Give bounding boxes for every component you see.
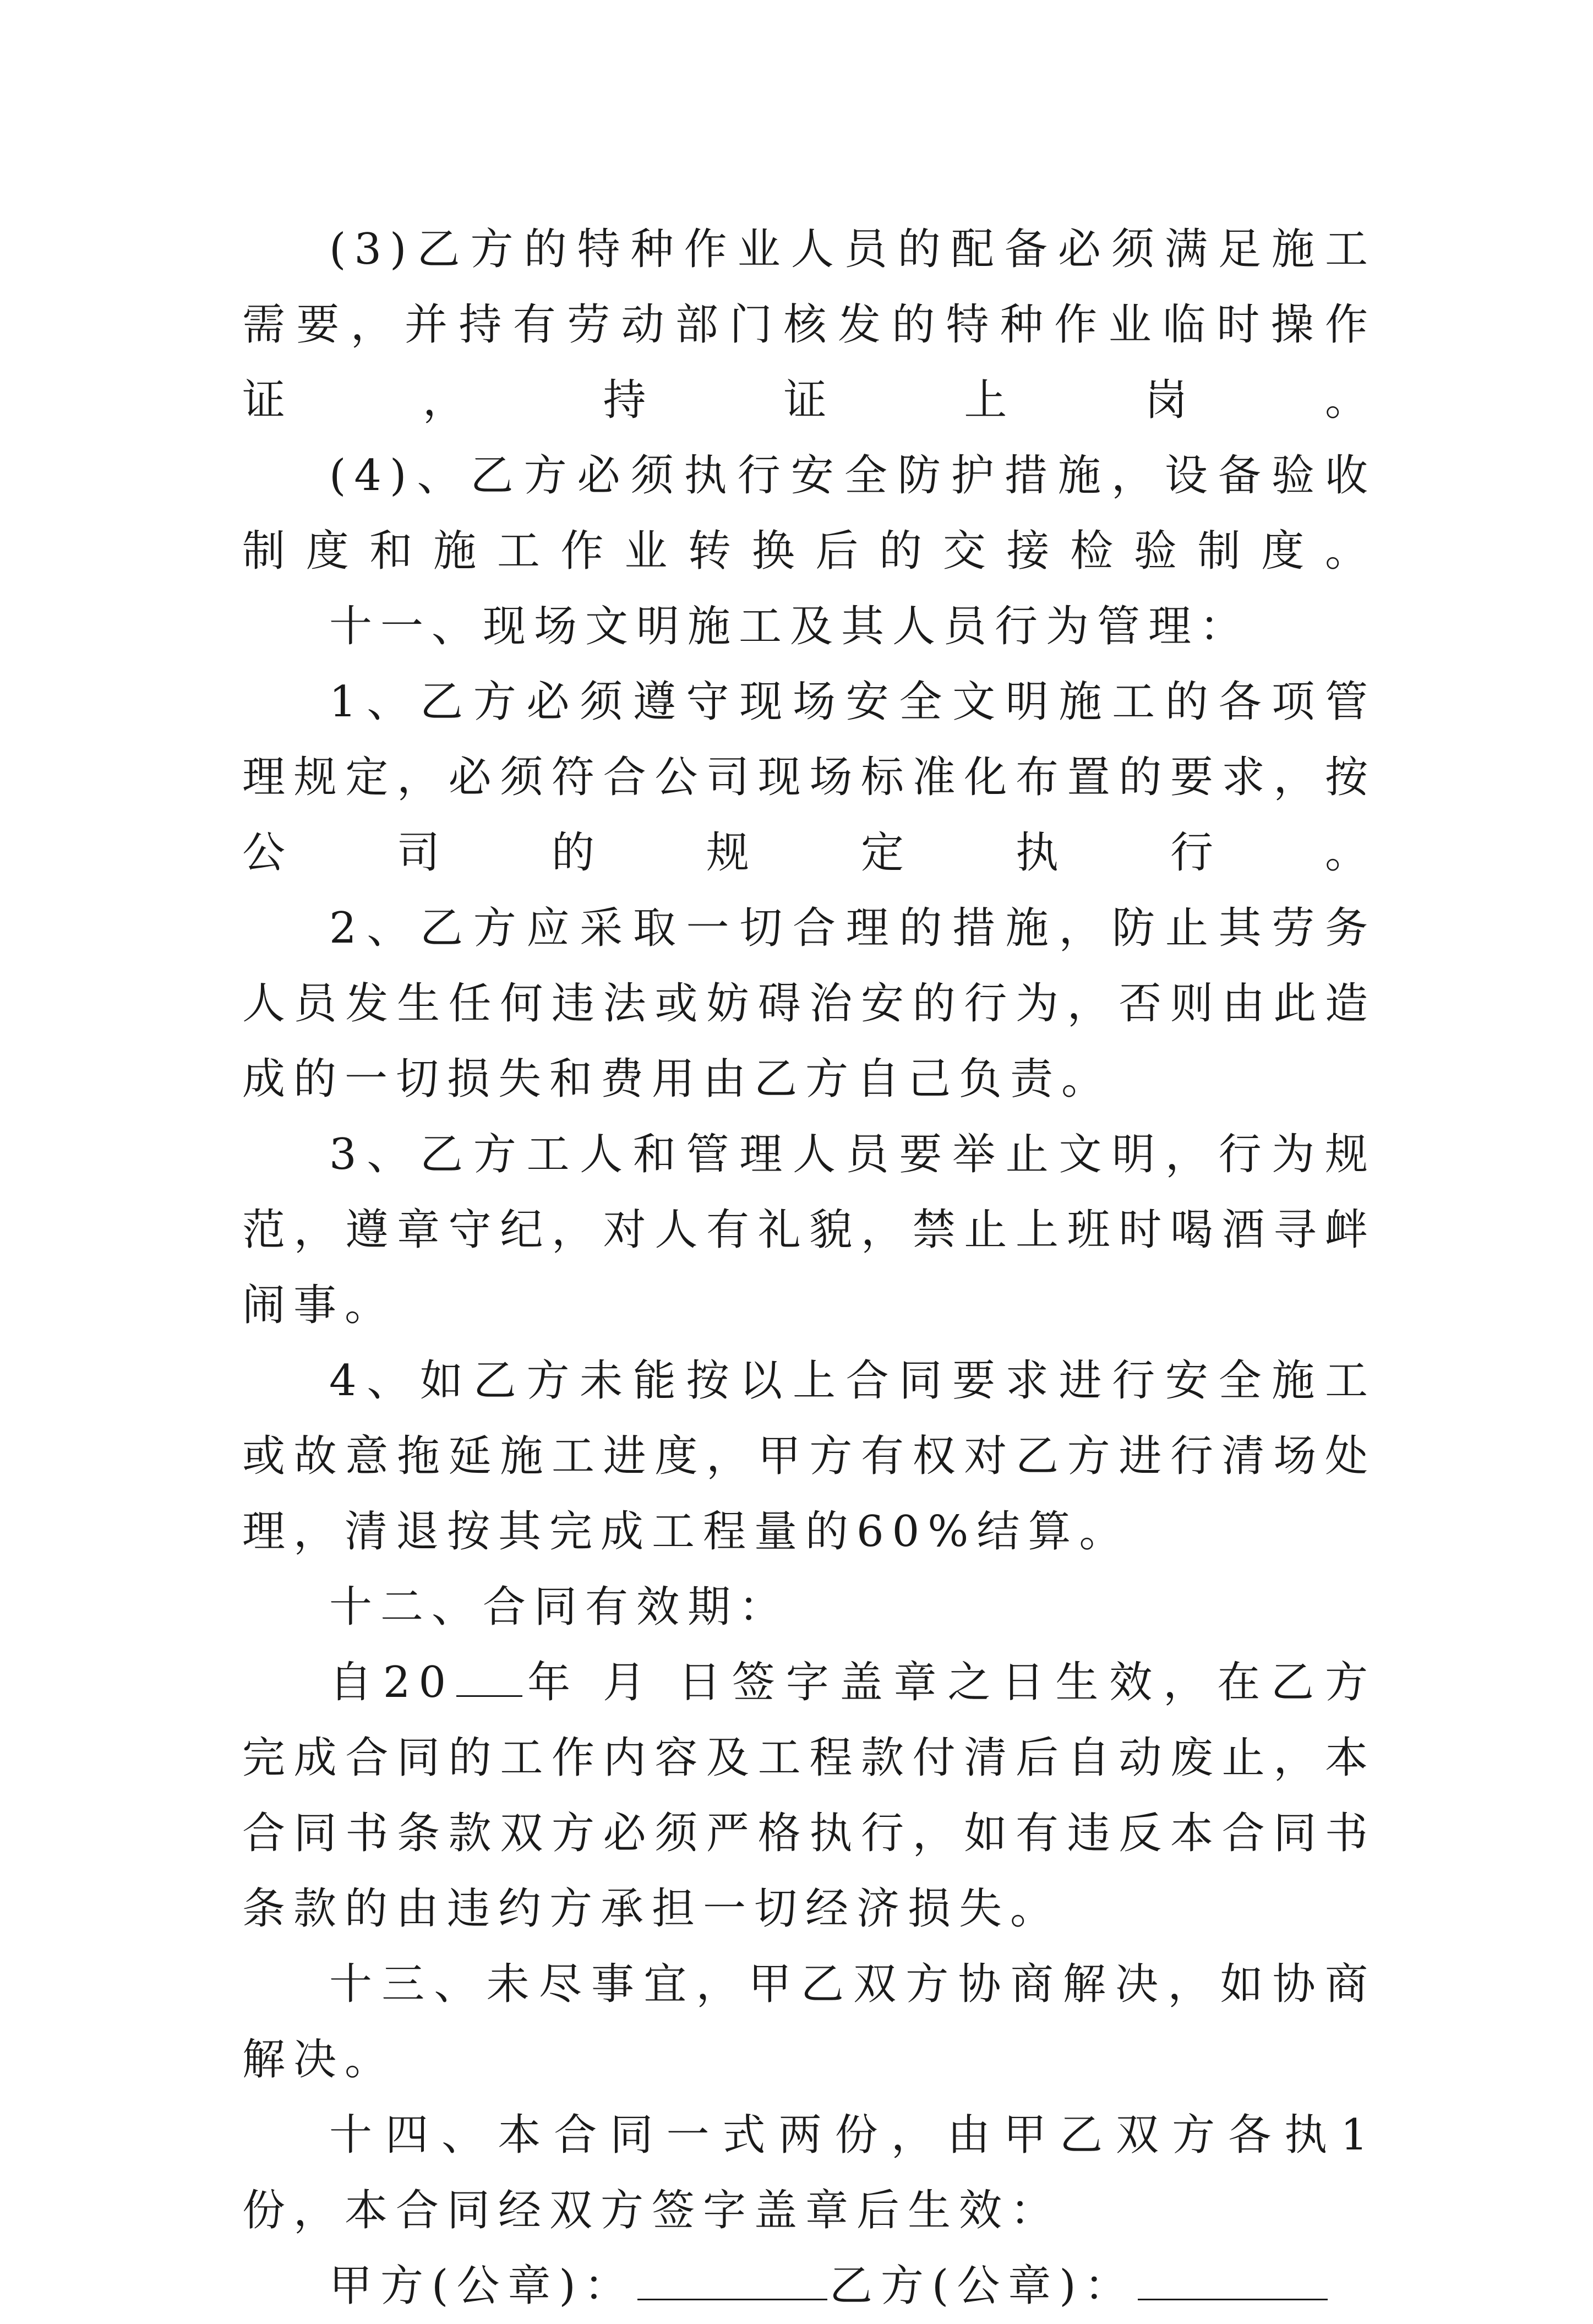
party-b-label: 乙方(公章)：: [829, 2261, 1136, 2311]
paragraph-11-1: 1、乙方必须遵守现场安全文明施工的各项管理规定，必须符合公司现场标准化布置的要求，按公司的规定执行。: [242, 677, 1376, 878]
party-a-label: 甲方(公章)：: [329, 2261, 635, 2311]
section-13: 十三、未尽事宜，甲乙双方协商解决，如协商解决。: [242, 1960, 1376, 2084]
paragraph-4-safety-measures: (4)、乙方必须执行安全防护措施，设备验收制度和施工作业转换后的交接检验制度。: [242, 451, 1376, 576]
validity-clause: [242, 1645, 1376, 1947]
paragraph-11-2: 2、乙方应采取一切合理的措施，防止其劳务人员发生任何违法或妨碍治安的行为，否则由此造成的一切损失和费用由乙方自己负责。: [242, 904, 1376, 1104]
month-suffix: 月: [600, 1658, 657, 1707]
paragraph-11-3: 3、乙方工人和管理人员要举止文明，行为规范，遵章守纪，对人有礼貌，禁止上班时喝酒寻衅闹事。: [242, 1130, 1376, 1330]
section-12-heading: 十二、合同有效期：: [329, 1582, 790, 1632]
validity-rest: 日签字盖章之日生效，在乙方完成合同的工作内容及工程款付清后自动废止，本合同书条款双方必须严格执行，如有违反本合同书条款的由违约方承担一切经济损失。: [242, 1658, 1376, 1934]
year-blank: [456, 1657, 522, 1697]
signature-line: [242, 2249, 1376, 2324]
party-b-signature-blank: [1138, 2260, 1328, 2300]
party-a-signature-blank: [637, 2260, 827, 2300]
paragraph-11-4: 4、如乙方未能按以上合同要求进行安全施工或故意拖延施工进度，甲方有权对乙方进行清场处理，清退按其完成工程量的60%结算。: [242, 1356, 1376, 1556]
section-11-heading: 十一、现场文明施工及其人员行为管理：: [329, 602, 1251, 651]
validity-prefix: 自20: [329, 1658, 455, 1707]
section-14: 十四、本合同一式两份，由甲乙双方各执1份，本合同经双方签字盖章后生效：: [242, 2110, 1376, 2235]
document-body: [242, 212, 1376, 2324]
year-suffix: 年: [525, 1658, 582, 1707]
paragraph-3-special-workers: (3)乙方的特种作业人员的配备必须满足施工需要，并持有劳动部门核发的特种作业临时操作证，持证上岗。: [242, 225, 1376, 425]
